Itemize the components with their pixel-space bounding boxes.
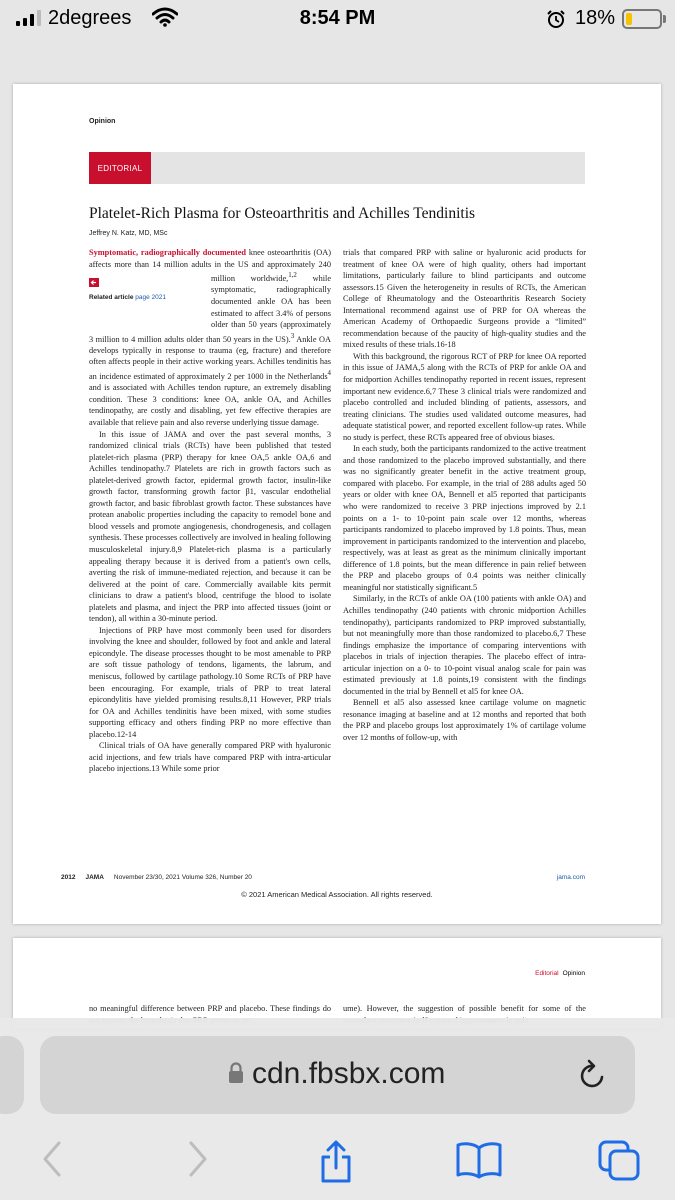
issue-info: November 23/30, 2021 Volume 326, Number 20 xyxy=(113,874,252,881)
page2-header xyxy=(535,970,585,977)
document-page-1[interactable] xyxy=(13,84,661,924)
copyright: © 2021 American Medical Association. All rights reserved. xyxy=(241,890,433,899)
journal-link[interactable]: jama.com xyxy=(556,874,585,881)
status-bar xyxy=(0,0,675,38)
text-run: knee osteoarthritis (OA) affects more than 14 million adults in the US and approximately 240 million worldwide, xyxy=(89,248,331,283)
text-run: while symptomatic, radiographically documented ankle OA has been estimated to affect 3.4% of persons older than 50 years (approximately 3 million to 4 million adults older than 50 years in the US). xyxy=(89,273,331,344)
paragraph-2: In this issue of JAMA and over the past several months, 3 randomized clinical trials (RCTs) have been published that tested platelet-rich plasma (PRP) therapy for knee OA,5 ankle OA,6 and Achilles tendinopathy.7 Platelets are rich in growth factors such as platelet-derived growth factor, epidermal growth factor, insulin-like growth factor, transforming growth factor β1, vascular endothelial growth factor, and basic fibroblast growth factor. These substances have protean anabolic properties including the capacity to remodel bone and blood vessels and promote angiogenesis, chondrogenesis, and collagen synthesis. These processes collectively are involved in healing following musculoskeletal injury.8,9 Platelet-rich plasma is a particularly appealing therapy because it is derived from a patient's own cells, averting the risk of immune-mediated rejection, and because it can be delivered at the point of care. Commercially available kits permit clinicians to draw a patient's blood, centrifuge the blood to isolate platelets and plasma, and inject the PRP into affected tissues (joint or tendon), all within a 30-minute period. xyxy=(89,429,331,624)
page2-header-section: Opinion xyxy=(562,970,585,977)
related-article-box[interactable] xyxy=(89,272,205,327)
carrier-name: 2degrees xyxy=(48,7,132,29)
page-number: 2012 xyxy=(61,874,76,881)
editorial-band xyxy=(89,152,585,184)
paragraph-6: With this background, the rigorous RCT of PRP for knee OA reported in this issue of JAMA,5 along with the RCTs of PRP for ankle OA and for midportion Achilles tendinopathy reported in recent issues, represent important new evidence.6,7 These 3 clinical trials were randomized and placebo controlled and included blinding of patients, assessors, and treating clinicians. The studies used validated outcome measures, had adequate statistical power, and reported excellent follow-up rates. While no study is perfect, these RCTs appeared free of obvious biases. xyxy=(343,351,586,442)
article-column-left xyxy=(89,247,331,869)
paragraph-9: Bennell et al5 also assessed knee cartilage volume on magnetic resonance imaging at baseline and at 12 months and reported that both the PRP and placebo groups lost approximately 1% of cartilage volume over 12 months of follow-up, with xyxy=(343,698,586,742)
page2-column-right: ume). However, the suggestion of possible benefit for some of the xyxy=(343,1004,586,1013)
page-footer xyxy=(61,874,252,881)
paragraph-1 xyxy=(89,247,331,429)
lead-in: Symptomatic, radiographically documented xyxy=(89,248,247,257)
paragraph-5: trials that compared PRP with saline or hyaluronic acid products for treatment of knee OA were of high quality, others had important limitations, particularly failure to blind participants and outcome assessors.15 Given the heterogeneity in results of RCTs, the American College of Rheumatology and the Osteoarthritis Research Society International recommend against use of PRP for OA whereas the American Academy of Orthopaedic Surgeons provide a “limited” recommendation because of the paucity of high-quality studies and the mixed results of these trials.16-18 xyxy=(343,248,586,350)
alarm-clock-icon xyxy=(546,9,566,29)
related-article-link[interactable]: page 2021 xyxy=(135,294,166,302)
previous-tab-peek[interactable] xyxy=(0,1036,24,1114)
paragraph-3: Injections of PRP have most commonly been used for disorders involving the knee and shoulder, followed by foot and ankle and lateral epicondyle. The disease processes thought to be most amenable to PRP are soft tissue pathology of tendons, ligaments, the labrum, and meniscus, followed by cartilage pathology.10 Some RCTs of PRP have been encouraging. For example, trials of PRP to treat lateral epicondylitis have yielded promising results.8,11 However, PRP trials for OA and Achilles tendinitis have been mixed, with some studies supporting efficacy and others finding PRP no more effective than placebo.12-14 xyxy=(89,625,331,739)
lock-icon xyxy=(228,1062,244,1084)
text-run: Ankle OA develops typically in response to trauma (eg, fracture) and therefore often affects people in their active working years. Achilles tendinitis has an incidence estimated of approximately 2 per 1000 in the Netherlands xyxy=(89,334,331,381)
reload-icon[interactable] xyxy=(578,1057,608,1091)
article-column-right xyxy=(343,247,586,869)
share-icon[interactable] xyxy=(318,1140,354,1184)
paragraph-7: In each study, both the participants randomized to the active treatment and those randomized to the placebo improved substantially, and there was no significantly greater benefit in the active treatment group, compared with placebo. For example, in the trial of 288 adults aged 50 years or older with knee OA, Bennell et al5 reported that participants who were randomized to receive 3 PRP injections improved by 2.1 points on a 1- to 10-point pain scale over 12 months, whereas participants randomized to placebo improved by 1.8 points. Thus, mean improvement in participants randomized to the intervention and placebo, respectively, was at least as great as the minimum clinically important difference of 1.8 points, but the mean difference in pain relief between the PRP and placebo groups of 0.4 points was neither clinically meaningful nor statistically significant.5 xyxy=(343,444,586,592)
battery-percentage: 18% xyxy=(575,7,616,29)
url-text[interactable]: cdn.fbsbx.com xyxy=(252,1057,446,1090)
journal-name: JAMA xyxy=(85,874,104,881)
document-page-2[interactable] xyxy=(13,938,661,1028)
related-article-label xyxy=(89,292,166,304)
paragraph-4: Clinical trials of OA have generally compared PRP with hyaluronic acid injections, and few trials have compared PRP with intra-articular placebo injections.13 While some prior xyxy=(89,741,331,774)
bookmarks-icon[interactable] xyxy=(455,1140,503,1180)
forward-icon[interactable] xyxy=(186,1140,210,1178)
battery-fill xyxy=(626,13,632,25)
tabs-icon[interactable] xyxy=(598,1140,642,1182)
editorial-tag: EDITORIAL xyxy=(89,152,151,184)
citation: 3 xyxy=(290,332,295,340)
article-title: Platelet-Rich Plasma for Osteoarthritis and Achilles Tendinitis xyxy=(89,205,476,222)
section-label: Opinion xyxy=(89,118,116,125)
page2-column-left: no meaningful difference between PRP and placebo. These findings do xyxy=(89,1004,331,1013)
battery-icon xyxy=(622,9,662,29)
clock: 8:54 PM xyxy=(299,7,376,29)
text-run: and is associated with Achilles tendon rupture, an extremely disabling condition. These 3 conditions: knee OA, ankle OA, and Achilles tendinopathy, are costly and disabling, yet few effective therapies are available that relieve pain and also reverse underlying tissue damage. xyxy=(89,383,331,427)
related-arrow-icon xyxy=(89,278,99,287)
battery-tip xyxy=(663,15,666,23)
back-icon[interactable] xyxy=(40,1140,64,1178)
article-author: Jeffrey N. Katz, MD, MSc xyxy=(89,230,168,237)
page2-header-editorial: Editorial xyxy=(535,970,559,977)
related-label-text: Related article xyxy=(89,294,134,302)
citation: 4 xyxy=(327,370,331,377)
paragraph-8: Similarly, in the RCTs of ankle OA (100 patients with ankle OA) and Achilles tendinopathy (240 patients with chronic midportion Achilles tendinopathy), participants randomized to PRP improved substantially, but not meaningfully more than those randomized to placebo.6,7 These findings emphasize the importance of comparing interventions with placebos in trials of injection therapies. The placebo effect of intra-articular injection on a 0- to 10-point visual analog scale for pain was estimated previously at 1.8 points,19 consistent with the findings documented in the trial by Bennell et al5 for knee OA. xyxy=(343,594,586,696)
citation: 1,2 xyxy=(288,272,297,280)
